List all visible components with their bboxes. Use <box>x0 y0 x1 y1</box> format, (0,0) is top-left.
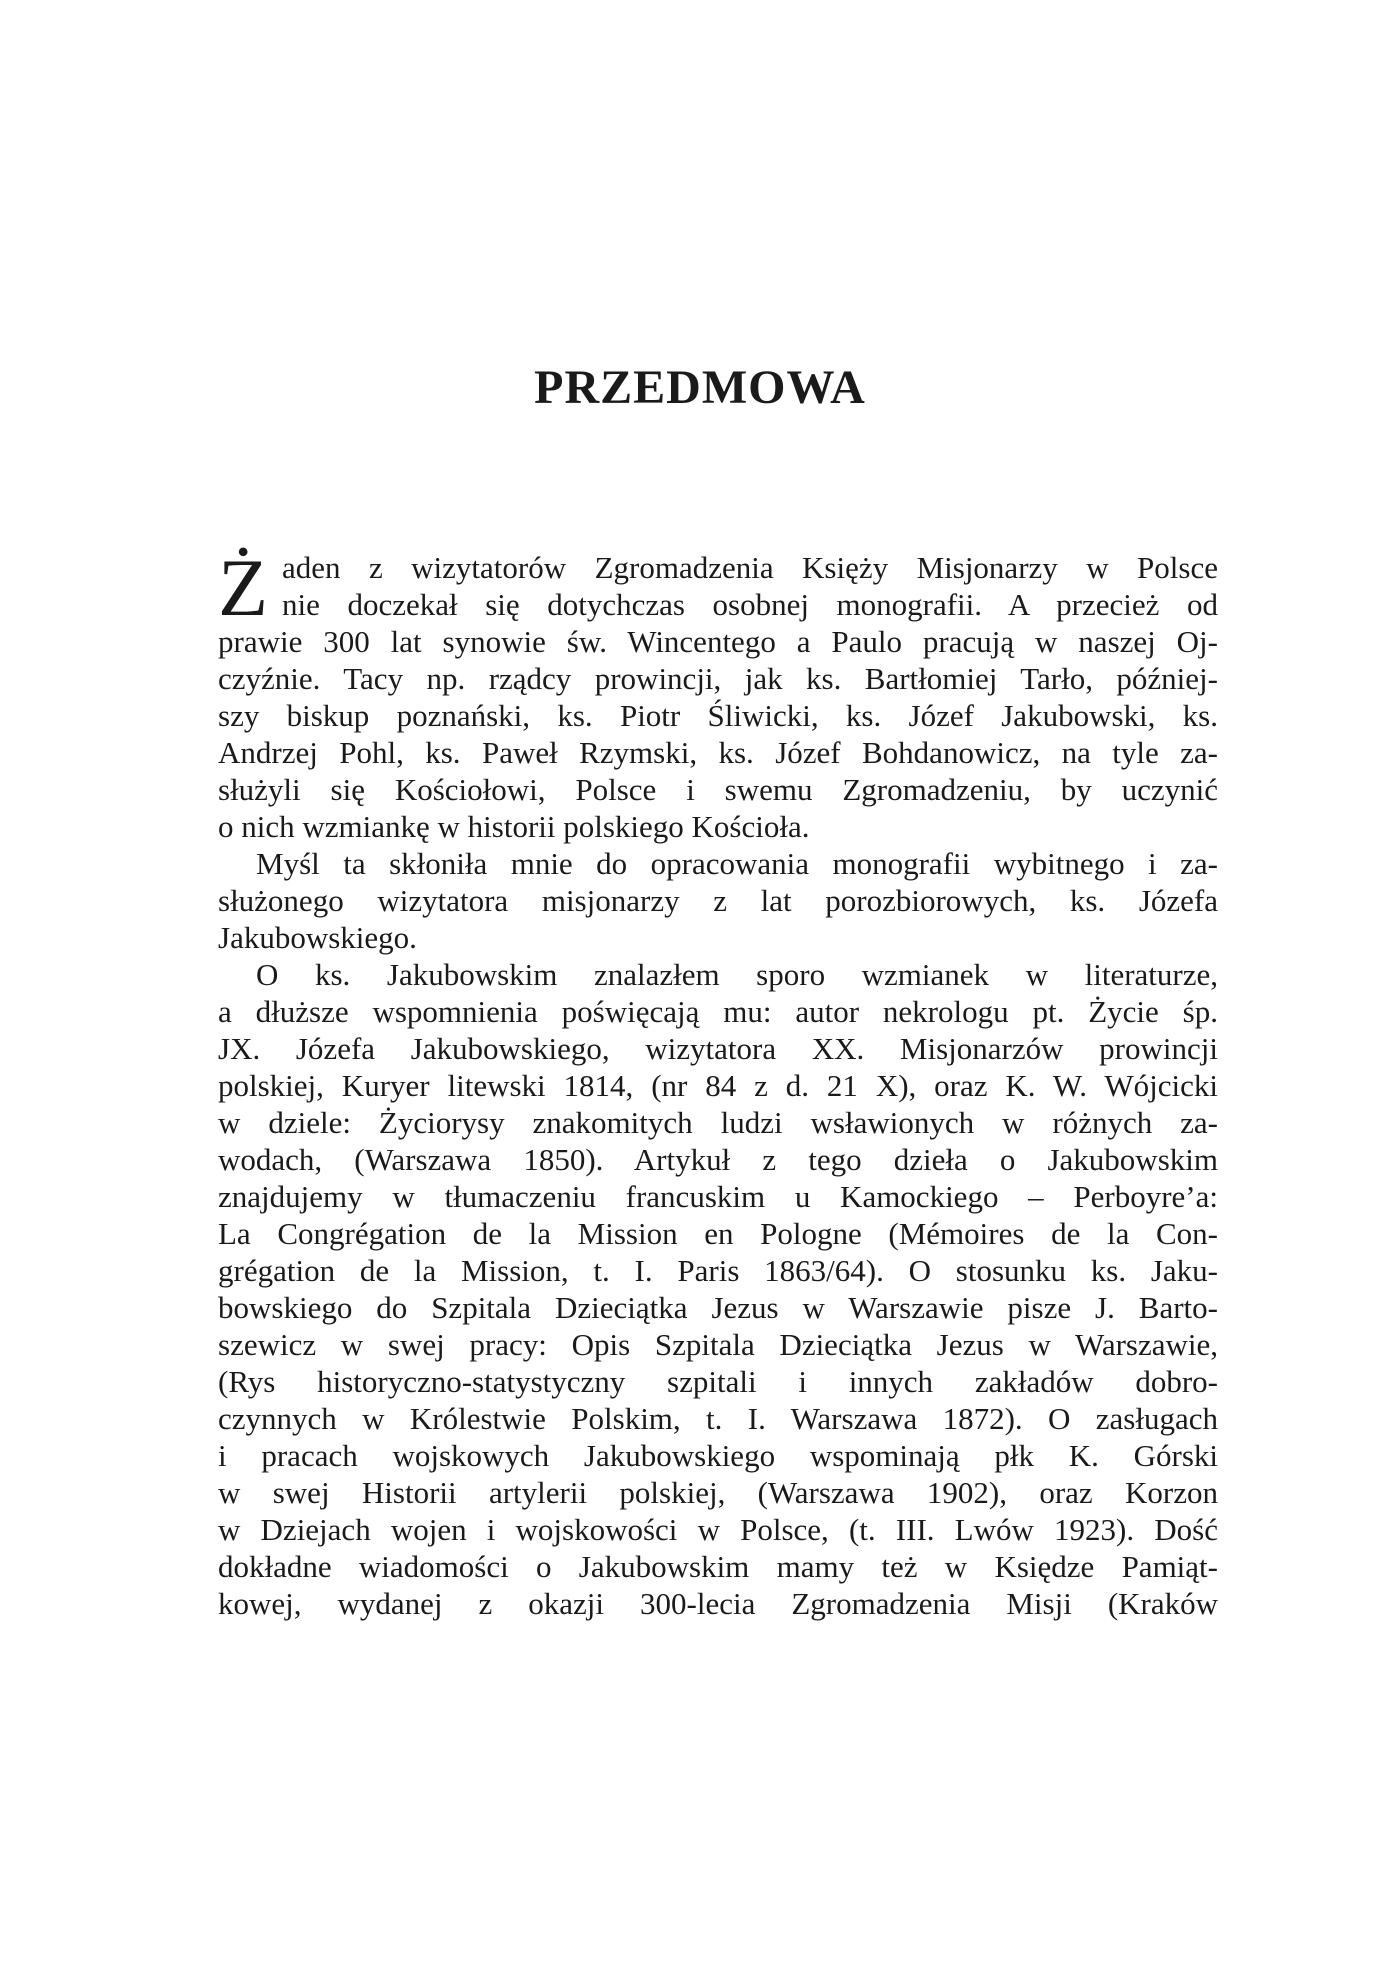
text-line: w dziele: Życiorysy znakomitych ludzi wsławionych w różnych za- <box>218 1105 1218 1140</box>
text-line: prawie 300 lat synowie św. Wincentego a Paulo pracują w naszej Oj- <box>218 624 1218 659</box>
text-line: Myśl ta skłoniła mnie do opracowania monografii wybitnego i za- <box>256 846 1218 881</box>
preface-body <box>218 542 1218 1622</box>
text-line: czyźnie. Tacy np. rządcy prowincji, jak ks. Bartłomiej Tarło, później- <box>218 661 1218 696</box>
text-line: Andrzej Pohl, ks. Paweł Rzymski, ks. Józef Bohdanowicz, na tyle za- <box>218 735 1218 770</box>
text-line: O ks. Jakubowskim znalazłem sporo wzmianek w literaturze, <box>256 957 1218 992</box>
text-line: znajdujemy w tłumaczeniu francuskim u Kamockiego – Perboyre’a: <box>218 1179 1218 1214</box>
text-line: Jakubowskiego. <box>218 920 417 955</box>
page-title: PRZEDMOWA <box>534 361 866 414</box>
text-line: szy biskup poznański, ks. Piotr Śliwicki, ks. Józef Jakubowski, ks. <box>218 698 1218 733</box>
text-line: w Dziejach wojen i wojskowości w Polsce, (t. III. Lwów 1923). Dość <box>218 1512 1218 1547</box>
text-line: kowej, wydanej z okazji 300-lecia Zgromadzenia Misji (Kraków <box>218 1586 1218 1621</box>
text-line: a dłuższe wspomnienia poświęcają mu: autor nekrologu pt. Życie śp. <box>218 994 1218 1029</box>
text-line: La Congrégation de la Mission en Pologne (Mémoires de la Con- <box>218 1216 1218 1251</box>
text-line: służonego wizytatora misjonarzy z lat porozbiorowych, ks. Józefa <box>218 883 1218 918</box>
drop-cap: Ż <box>218 542 269 633</box>
text-line: polskiej, Kuryer litewski 1814, (nr 84 z d. 21 X), oraz K. W. Wójcicki <box>218 1068 1218 1103</box>
text-line: bowskiego do Szpitala Dzieciątka Jezus w Warszawie pisze J. Barto- <box>218 1290 1218 1325</box>
text-line: wodach, (Warszawa 1850). Artykuł z tego dzieła o Jakubowskim <box>218 1142 1218 1177</box>
text-line: czynnych w Królestwie Polskim, t. I. Warszawa 1872). O zasługach <box>218 1401 1218 1436</box>
text-line: o nich wzmiankę w historii polskiego Kościoła. <box>218 809 810 844</box>
text-line: w swej Historii artylerii polskiej, (Warszawa 1902), oraz Korzon <box>218 1475 1218 1510</box>
text-line: szewicz w swej pracy: Opis Szpitala Dzieciątka Jezus w Warszawie, <box>218 1327 1218 1362</box>
text-line: i pracach wojskowych Jakubowskiego wspominają płk K. Górski <box>218 1438 1218 1473</box>
text-line: grégation de la Mission, t. I. Paris 1863/64). O stosunku ks. Jaku- <box>218 1253 1218 1288</box>
text-line: służyli się Kościołowi, Polsce i swemu Zgromadzeniu, by uczynić <box>218 772 1218 807</box>
text-line: (Rys historyczno-statystyczny szpitali i innych zakładów dobro- <box>218 1364 1218 1399</box>
text-line: nie doczekał się dotychczas osobnej monografii. A przecież od <box>282 587 1218 622</box>
text-line: dokładne wiadomości o Jakubowskim mamy też w Księdze Pamiąt- <box>218 1549 1218 1584</box>
line-text: aden z wizytatorów Zgromadzenia Księży Misjonarzy w Polsce <box>282 550 1218 585</box>
text-line: JX. Józefa Jakubowskiego, wizytatora XX. Misjonarzów prowincji <box>218 1031 1218 1066</box>
